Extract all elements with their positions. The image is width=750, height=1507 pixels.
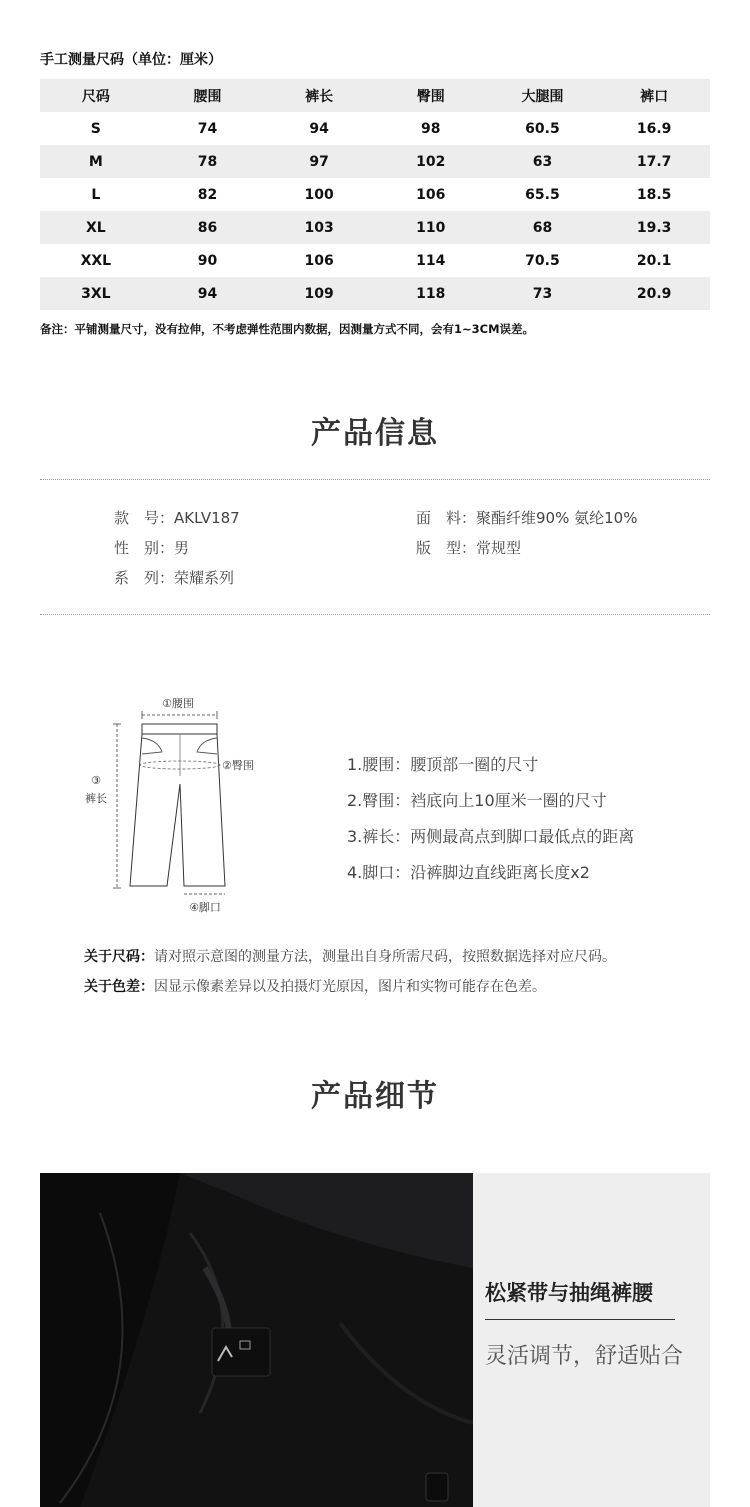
info-value: 荣耀系列 xyxy=(174,569,235,587)
about-size-label: 关于尺码： xyxy=(84,949,154,965)
about-color-label: 关于色差： xyxy=(84,979,154,995)
table-cell: 18.5 xyxy=(636,186,672,203)
table-header: 大腿围 xyxy=(487,79,599,112)
product-info-title: 产品信息 xyxy=(311,416,439,451)
table-cell: 20.9 xyxy=(598,277,710,310)
table-header: 腰围 xyxy=(152,79,264,112)
table-cell: 94 xyxy=(152,277,264,310)
feature-panel xyxy=(473,1173,710,1507)
info-item-fabric xyxy=(416,507,637,528)
table-cell: 63 xyxy=(487,145,599,178)
feature-subtitle: 灵活调节，舒适贴合 xyxy=(485,1344,684,1369)
pants-outline xyxy=(130,734,225,886)
measure-item: 1.腰围：腰顶部一圈的尺寸 xyxy=(347,755,539,774)
info-item-fit xyxy=(416,537,521,558)
table-row xyxy=(40,112,710,145)
table-cell: 94 xyxy=(309,120,329,137)
table-cell: L xyxy=(91,186,101,203)
table-cell: 60.5 xyxy=(525,120,560,137)
info-label: 版 型： xyxy=(416,539,477,557)
table-cell: 3XL xyxy=(40,277,152,310)
pants-diagram xyxy=(80,688,280,923)
about-color xyxy=(84,976,546,996)
table-cell: 103 xyxy=(263,211,375,244)
waist-label: ①腰围 xyxy=(162,697,194,710)
info-item-gender xyxy=(114,537,189,558)
waistband xyxy=(142,724,217,734)
table-header-row xyxy=(40,79,710,112)
table-cell: 102 xyxy=(375,145,487,178)
table-row xyxy=(40,145,710,178)
table-header: 尺码 xyxy=(40,79,152,112)
hip-label: ②臀围 xyxy=(222,759,254,772)
info-label: 面 料： xyxy=(416,509,477,527)
product-detail-title: 产品细节 xyxy=(311,1079,439,1114)
about-size-text: 请对照示意图的测量方法，测量出自身所需尺码，按照数据选择对应尺码。 xyxy=(154,949,616,965)
table-row xyxy=(40,211,710,244)
waistband-photo xyxy=(40,1173,473,1507)
measure-item: 4.脚口：沿裤脚边直线距离长度x2 xyxy=(347,863,590,882)
table-cell: 114 xyxy=(416,252,446,269)
table-cell: 70.5 xyxy=(525,252,560,269)
table-cell: 100 xyxy=(304,186,334,203)
table-cell: 86 xyxy=(152,211,264,244)
table-cell: 98 xyxy=(421,120,441,137)
measure-item: 2.臀围：裆底向上10厘米一圈的尺寸 xyxy=(347,791,607,810)
table-header: 裤口 xyxy=(598,79,710,112)
table-cell: 17.7 xyxy=(598,145,710,178)
about-size xyxy=(84,946,616,966)
feature-title: 松紧带与抽绳裤腰 xyxy=(485,1281,653,1305)
length-label: 裤长 xyxy=(85,792,107,805)
table-cell: XL xyxy=(40,211,152,244)
table-cell: 106 xyxy=(416,186,446,203)
table-row xyxy=(40,178,710,211)
hem-label: ④脚口 xyxy=(189,901,221,914)
divider xyxy=(40,479,710,480)
size-note: 备注：平铺测量尺寸，没有拉伸，不考虑弹性范围内数据，因测量方式不同，会有1~3CM误差。 xyxy=(40,322,535,336)
table-cell: 65.5 xyxy=(525,186,560,203)
table-cell: 20.1 xyxy=(636,252,672,269)
about-color-text: 因显示像素差异以及拍摄灯光原因，图片和实物可能存在色差。 xyxy=(154,979,546,995)
table-cell: 90 xyxy=(197,252,218,269)
table-cell: 68 xyxy=(487,211,599,244)
table-header: 臀围 xyxy=(375,79,487,112)
table-cell: 74 xyxy=(197,120,218,137)
feature-divider xyxy=(485,1319,675,1320)
info-value: AKLV187 xyxy=(174,509,240,527)
table-cell: 118 xyxy=(375,277,487,310)
table-cell: 97 xyxy=(263,145,375,178)
table-cell: S xyxy=(90,120,101,137)
info-item-style xyxy=(114,507,240,528)
size-table xyxy=(40,79,710,310)
divider xyxy=(40,614,710,615)
info-item-series xyxy=(114,567,234,588)
measure-item: 3.裤长：两侧最高点到脚口最低点的距离 xyxy=(347,827,635,846)
table-row xyxy=(40,244,710,277)
info-value: 男 xyxy=(174,539,190,557)
table-cell: 109 xyxy=(263,277,375,310)
table-cell: 78 xyxy=(152,145,264,178)
table-cell: 110 xyxy=(375,211,487,244)
table-cell: 19.3 xyxy=(598,211,710,244)
info-value: 常规型 xyxy=(476,539,522,557)
size-chart-title: 手工测量尺码（单位：厘米） xyxy=(40,52,222,68)
table-header: 裤长 xyxy=(263,79,375,112)
info-label: 款 号： xyxy=(114,509,175,527)
length-number: ③ xyxy=(91,774,101,787)
info-label: 性 别： xyxy=(114,539,175,557)
waistband-photo-art xyxy=(40,1173,473,1507)
table-cell: 106 xyxy=(304,252,334,269)
table-cell: 16.9 xyxy=(636,120,672,137)
info-value: 聚酯纤维90% 氨纶10% xyxy=(476,509,638,527)
table-cell: M xyxy=(40,145,152,178)
info-label: 系 列： xyxy=(114,569,175,587)
table-cell: 73 xyxy=(487,277,599,310)
table-cell: 82 xyxy=(197,186,218,203)
table-cell: XXL xyxy=(80,252,112,269)
table-row xyxy=(40,277,710,310)
